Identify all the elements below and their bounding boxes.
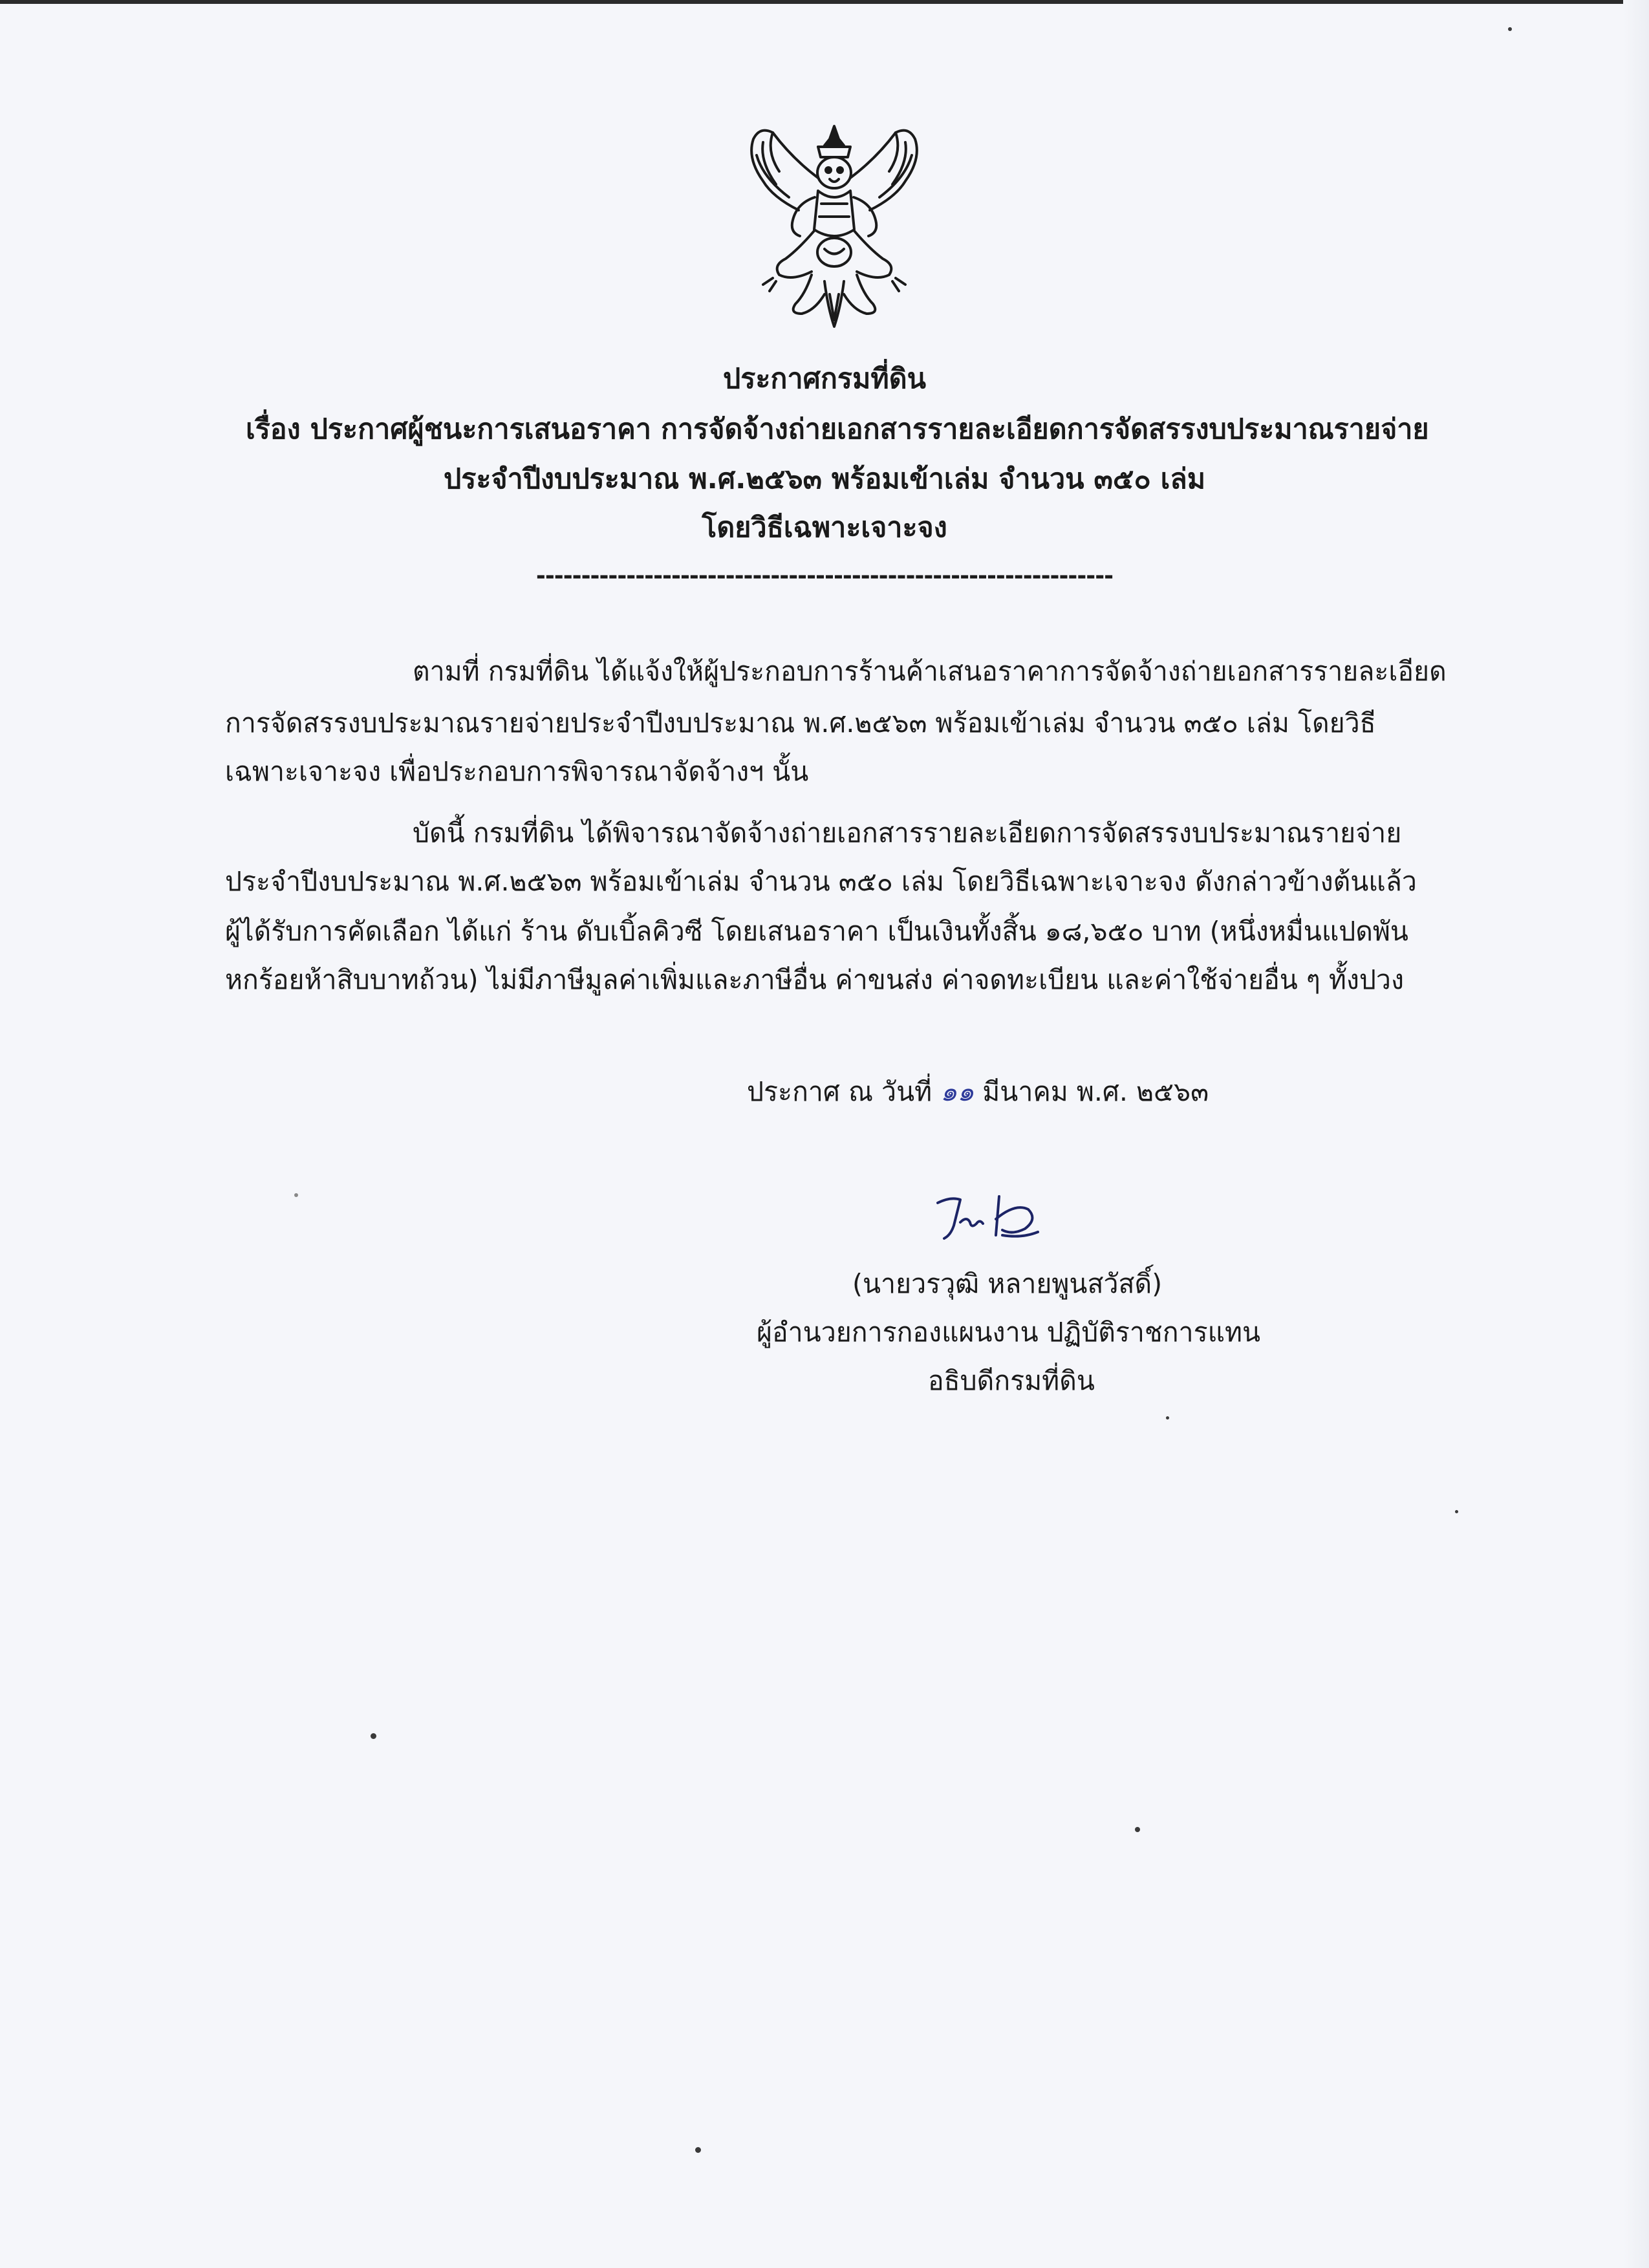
paragraph-2-line-2: ประจำปีงบประมาณ พ.ศ.๒๕๖๓ พร้อมเข้าเล่ม จำนวน ๓๕๐ เล่ม โดยวิธีเฉพาะเจาะจง ดังกล่าวข้างต้นแล้ว bbox=[225, 866, 1417, 897]
scan-edge-right bbox=[1623, 0, 1649, 2268]
announcement-day: ๑๑ bbox=[940, 1076, 975, 1107]
handwritten-signature bbox=[931, 1190, 1061, 1248]
paragraph-2-line-3: ผู้ได้รับการคัดเลือก ได้แก่ ร้าน ดับเบิ้ลคิวซี โดยเสนอราคา เป็นเงินทั้งสิ้น ๑๘,๖๕๐ บาท (หนึ่งหมื่นแปดพัน bbox=[225, 916, 1408, 947]
announcement-month-year: มีนาคม พ.ศ. ๒๕๖๓ bbox=[982, 1076, 1209, 1107]
scan-speck bbox=[371, 1733, 376, 1739]
subject-line-1: เรื่อง ประกาศผู้ชนะการเสนอราคา การจัดจ้างถ่ายเอกสารรายละเอียดการจัดสรรงบประมาณรายจ่าย bbox=[246, 413, 1429, 446]
scan-speck bbox=[294, 1193, 298, 1197]
paragraph-1-line-1: ตามที่ กรมที่ดิน ได้แจ้งให้ผู้ประกอบการร้านค้าเสนอราคาการจัดจ้างถ่ายเอกสารรายละเอียด bbox=[413, 656, 1447, 687]
scan-speck bbox=[695, 2147, 701, 2153]
announcement-prefix: ประกาศ ณ วันที่ bbox=[747, 1076, 932, 1107]
scan-speck bbox=[1455, 1510, 1458, 1513]
signatory-position: ผู้อำนวยการกองแผนงาน ปฏิบัติราชการแทน bbox=[757, 1317, 1261, 1348]
scan-speck bbox=[1508, 27, 1512, 31]
paragraph-1-line-3: เฉพาะเจาะจง เพื่อประกอบการพิจารณาจัดจ้างฯ นั้น bbox=[225, 756, 809, 787]
scan-speck bbox=[1135, 1827, 1140, 1832]
subject-line-2: ประจำปีงบประมาณ พ.ศ.๒๕๖๓ พร้อมเข้าเล่ม จำนวน ๓๕๐ เล่ม bbox=[443, 463, 1206, 495]
paragraph-1-line-2: การจัดสรรงบประมาณรายจ่ายประจำปีงบประมาณ พ.ศ.๒๕๖๓ พร้อมเข้าเล่ม จำนวน ๓๕๐ เล่ม โดยวิธี bbox=[225, 707, 1376, 739]
announcement-date bbox=[747, 1076, 1209, 1107]
signatory-name: (นายวรวุฒิ หลายพูนสวัสดิ์) bbox=[852, 1268, 1163, 1299]
procurement-method: โดยวิธีเฉพาะเจาะจง bbox=[702, 512, 947, 544]
organization-title: ประกาศกรมที่ดิน bbox=[722, 363, 927, 395]
paragraph-2-line-1: บัดนี้ กรมที่ดิน ได้พิจารณาจัดจ้างถ่ายเอกสารรายละเอียดการจัดสรรงบประมาณรายจ่าย bbox=[413, 817, 1402, 848]
scan-speck bbox=[1166, 1416, 1169, 1420]
scan-edge-top bbox=[0, 0, 1649, 4]
paragraph-2-line-4: หกร้อยห้าสิบบาทถ้วน) ไม่มีภาษีมูลค่าเพิ่มและภาษีอื่น ค่าขนส่ง ค่าจดทะเบียน และค่าใช้จ่ายอื่น ๆ ทั้งปวง bbox=[225, 964, 1404, 995]
divider-line: ---------------------------------------------------------------- bbox=[535, 563, 1114, 589]
signatory-title: อธิบดีกรมที่ดิน bbox=[928, 1365, 1095, 1396]
garuda-emblem-icon bbox=[727, 120, 941, 340]
